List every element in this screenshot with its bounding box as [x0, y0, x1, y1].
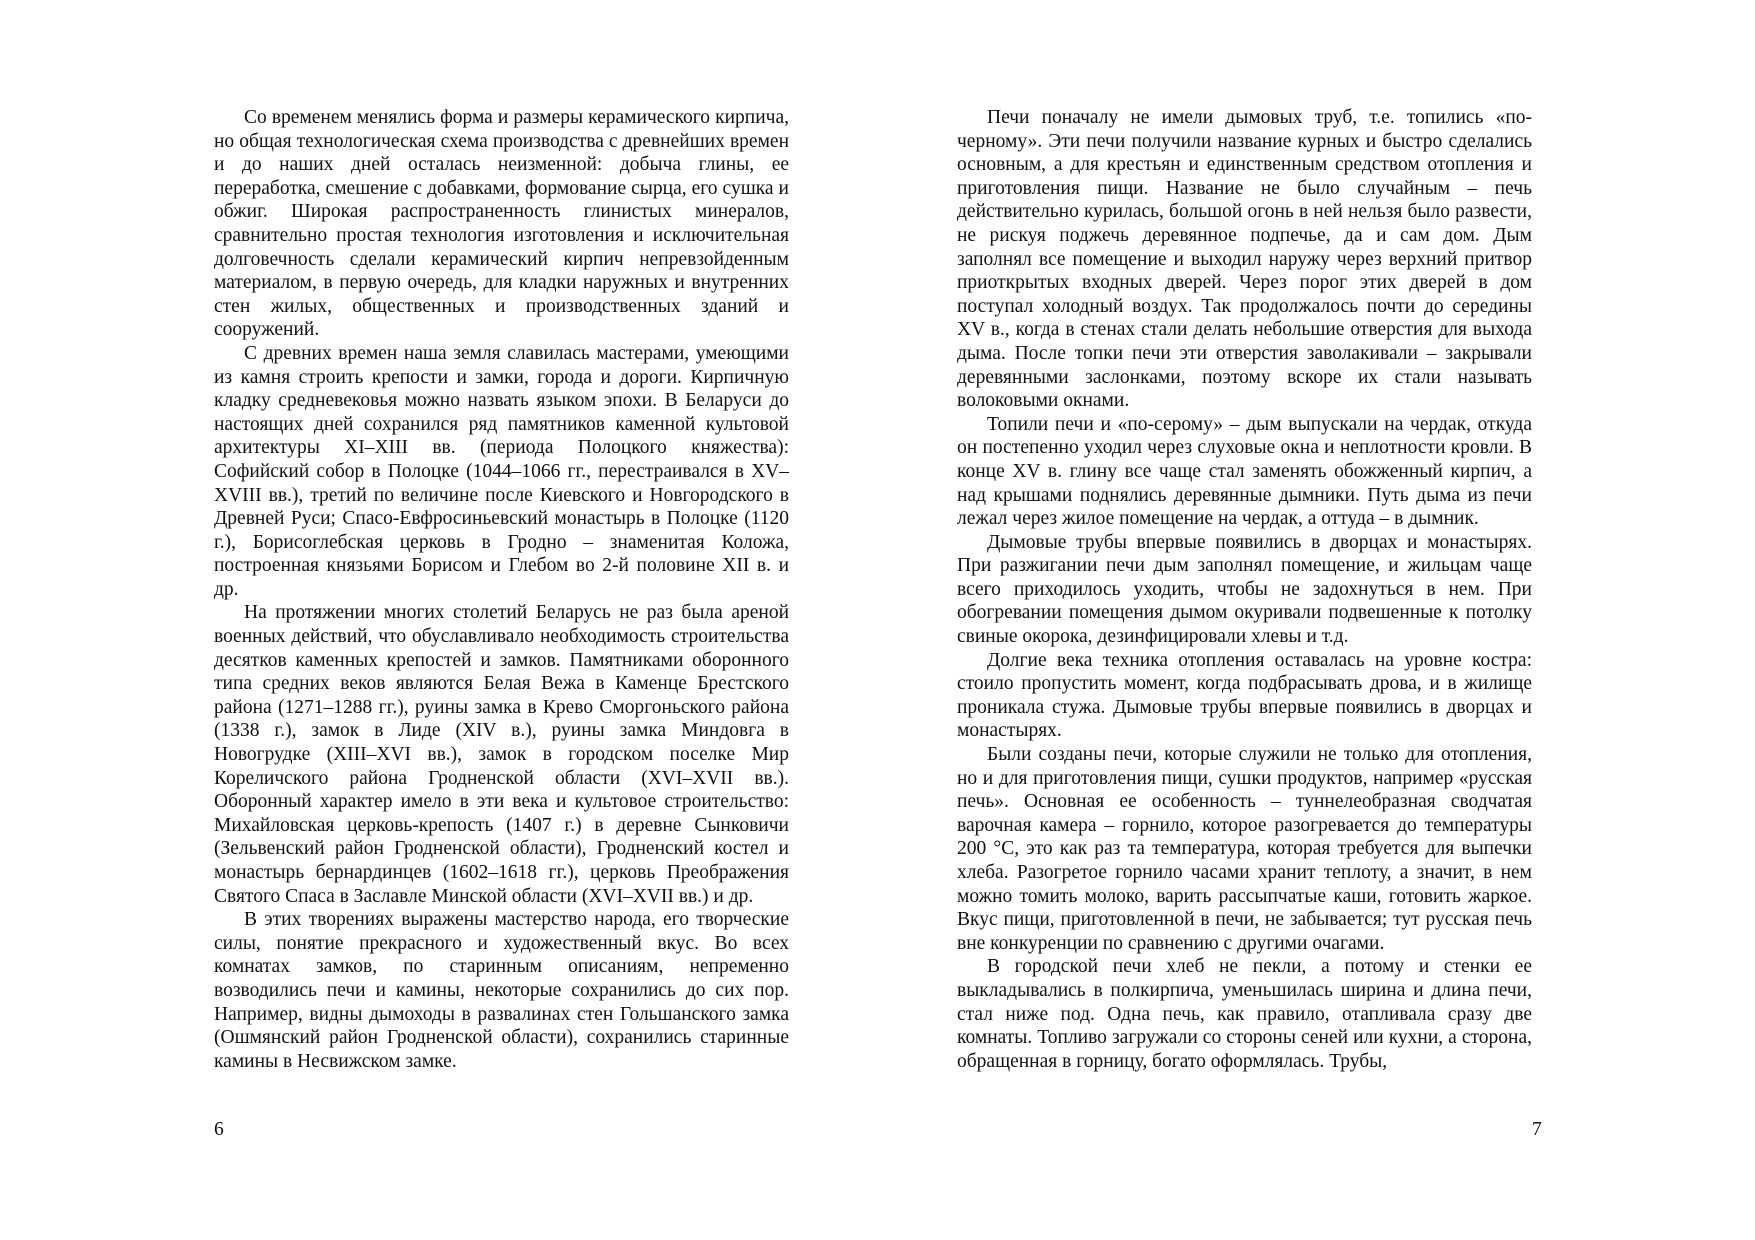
- paragraph: Со временем менялись форма и размеры керамического кирпича, но общая технологическая схема производства с древнейших времен и до наших дней осталась неизменной: добыча глины, ее переработка, смешение с добавками, формование сырца, его сушка и обжиг. Широкая распространенность глинистых минералов, сравнительно простая технология изготовления и исключительная долговечность сделали керамический кирпич непревзойденным материалом, в первую очередь, для кладки наружных и внутренних стен жилых, общественных и производственных зданий и сооружений.: [214, 107, 789, 341]
- page-number-right: 7: [1532, 1119, 1542, 1140]
- paragraph: На протяжении многих столетий Беларусь не раз была ареной военных действий, что обуславливало необходимость строительства десятков каменных крепостей и замков. Памятниками оборонного типа средних веков являются Белая Вежа в Каменце Брестского района (1271–1288 гг.), руины замка в Крево Сморгоньского района (1338 г.), замок в Лиде (XIV в.), руины замка Миндовга в Новогрудке (XIII–XVI вв.), замок в городском поселке Мир Кореличского района Гродненской области (XVI–XVII вв.). Оборонный характер имело в эти века и культовое строительство: Михайловская церковь-крепость (1407 г.) в деревне Сынковичи (Зельвенский район Гродненской области), Гродненский костел и монастырь бернардинцев (1602–1618 гг.), церковь Преображения Святого Спаса в Заславле Минской области (XVI–XVII вв.) и др.: [214, 602, 789, 907]
- paragraph: Долгие века техника отопления оставалась на уровне костра: стоило пропустить момент, когда подбрасывать дрова, и в жилище проникала стужа. Дымовые трубы впервые появились в дворцах и монастырях.: [957, 649, 1532, 742]
- paragraph: Топили печи и «по-серому» – дым выпускали на чердак, откуда он постепенно уходил через слуховые окна и неплотности кровли. В конце XV в. глину все чаще стал заменять обожженный кирпич, а над крышами поднялись деревянные дымники. Путь дыма из печи лежал через жилое помещение на чердак, а оттуда – в дымник.: [957, 413, 1532, 530]
- paragraph: Дымовые трубы впервые появились в дворцах и монастырях. При разжигании печи дым заполнял помещение, и жильцам чаще всего приходилось уходить, чтобы не задохнуться в нем. При обогревании помещения дымом окуривали подвешенные к потолку свиные окорока, дезинфицировали хлевы и т.д.: [957, 531, 1532, 648]
- left-page-text: [214, 106, 789, 1073]
- paragraph: В городской печи хлеб не пекли, а потому и стенки ее выкладывались в полкирпича, уменьшилась ширина и длина печи, стал ниже под. Одна печь, как правило, отапливала сразу две комнаты. Топливо загружали со стороны сеней или кухни, а сторона, обращенная в горницу, богато оформлялась. Трубы,: [957, 956, 1532, 1072]
- page-number-left: 6: [214, 1119, 224, 1140]
- right-page-text: [957, 106, 1532, 1073]
- paragraph: Были созданы печи, которые служили не только для отопления, но и для приготовления пищи, сушки продуктов, например «русская печь». Основная ее особенность – туннелеобразная сводчатая варочная камера – горнило, которое разогревается до температуры 200 °С, это как раз та температура, которая требуется для выпечки хлеба. Разогретое горнило часами хранит теплоту, а значит, в нем можно томить молоко, варить рассыпчатые каши, готовить жаркое. Вкус пищи, приготовленной в печи, не забывается; тут русская печь вне конкуренции по сравнению с другими очагами.: [957, 744, 1532, 954]
- paragraph: Печи поначалу не имели дымовых труб, т.е. топились «по-черному». Эти печи получили название курных и быстро сделались основным, а для крестьян и единственным средством отопления и приготовления пищи. Название не было случайным – печь действительно курилась, большой огонь в ней нельзя было развести, не рискуя поджечь деревянное подпечье, да и сам дом. Дым заполнял все помещение и выходил наружу через верхний притвор приоткрытых входных дверей. Через порог этих дверей в дом поступал холодный воздух. Так продолжалось почти до середины XV в., когда в стенах стали делать небольшие отверстия для выхода дыма. После топки печи эти отверстия заволакивали – закрывали деревянными заслонками, поэтому вскоре их стали называть волоковыми окнами.: [957, 107, 1532, 412]
- paragraph: В этих творениях выражены мастерство народа, его творческие силы, понятие прекрасного и художественный вкус. Во всех комнатах замков, по старинным описаниям, непременно возводились печи и камины, некоторые сохранились до сих пор. Например, видны дымоходы в развалинах стен Гольшанского замка (Ошмянский район Гродненской области), сохранились старинные камины в Несвижском замке.: [214, 909, 789, 1072]
- paragraph: С древних времен наша земля славилась мастерами, умеющими из камня строить крепости и замки, города и дороги. Кирпичную кладку средневековья можно назвать языком эпохи. В Беларуси до настоящих дней сохранился ряд памятников каменной культовой архитектуры XI–XIII вв. (периода Полоцкого княжества): Софийский собор в Полоцке (1044–1066 гг., перестраивался в XV–XVIII вв.), третий по величине после Киевского и Новгородского в Древней Руси; Спасо-Евфросиньевский монастырь в Полоцке (1120 г.), Борисоглебская церковь в Гродно – знаменитая Коложа, построенная князьями Борисом и Глебом во 2-й половине XII в. и др.: [214, 342, 789, 600]
